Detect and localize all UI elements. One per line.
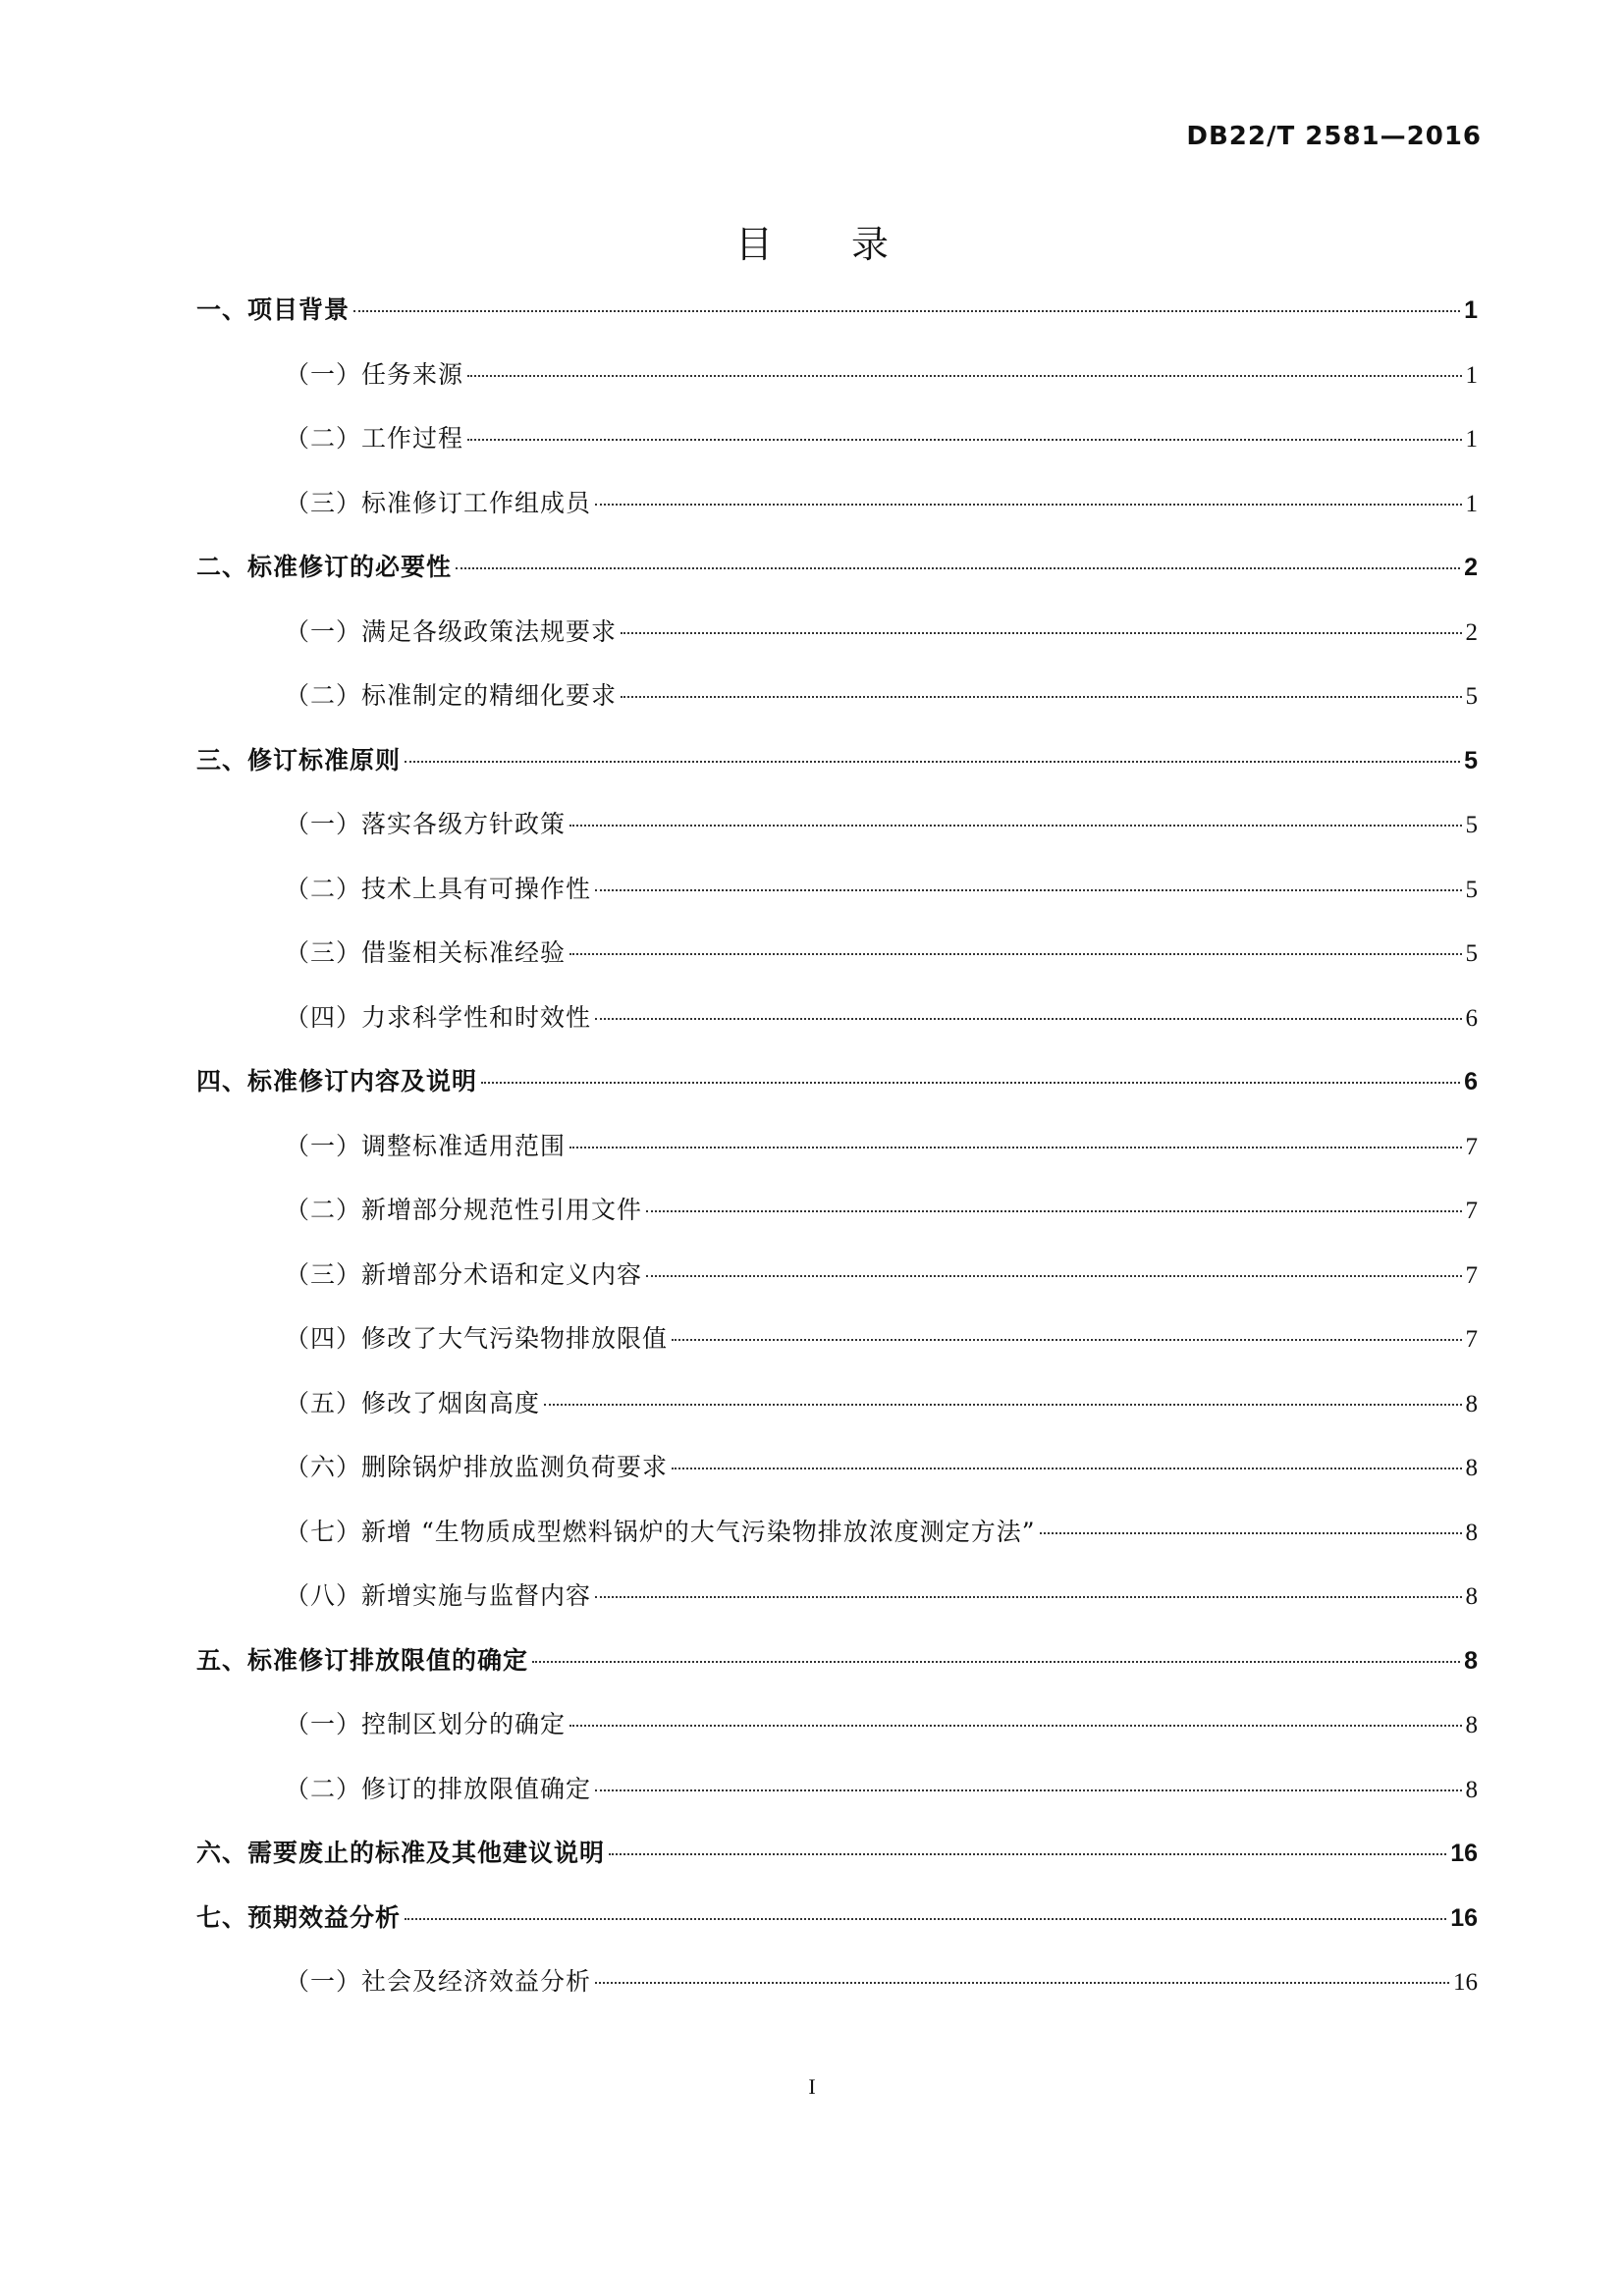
toc-section-entry[interactable]	[196, 547, 1478, 612]
toc-entry-title: （二）新增部分规范性引用文件	[285, 1196, 643, 1224]
toc-entry-title: （二）标准制定的精细化要求	[285, 681, 618, 710]
toc-entry-title: （二）技术上具有可操作性	[285, 874, 592, 903]
toc-entry-title: （八）新增实施与监督内容	[285, 1581, 592, 1610]
table-of-contents	[196, 290, 1478, 2026]
toc-entry-title: 五、标准修订排放限值的确定	[196, 1645, 529, 1675]
dot-leader	[467, 375, 1461, 377]
toc-subsection-entry[interactable]	[196, 1447, 1478, 1512]
toc-entry-page: 1	[1465, 490, 1478, 517]
toc-subsection-entry[interactable]	[196, 1126, 1478, 1191]
toc-entry-title: （一）社会及经济效益分析	[285, 1967, 592, 1996]
toc-entry-page: 8	[1465, 1583, 1478, 1610]
toc-entry-page: 7	[1465, 1133, 1478, 1160]
document-code: DB22/T 2581—2016	[1186, 122, 1482, 151]
toc-entry-title: （二）工作过程	[285, 424, 464, 453]
toc-subsection-entry[interactable]	[196, 1512, 1478, 1576]
toc-entry-title: （一）落实各级方针政策	[285, 810, 567, 838]
toc-entry-title: （三）新增部分术语和定义内容	[285, 1259, 643, 1289]
toc-entry-title: 四、标准修订内容及说明	[196, 1067, 478, 1095]
toc-subsection-entry[interactable]	[196, 354, 1478, 419]
toc-entry-page: 2	[1465, 618, 1478, 646]
page-title: 目 录	[734, 223, 923, 266]
toc-entry-page: 8	[1465, 1455, 1478, 1481]
toc-subsection-entry[interactable]	[196, 675, 1478, 740]
dot-leader	[1040, 1532, 1462, 1534]
toc-subsection-entry[interactable]	[196, 1318, 1478, 1383]
toc-subsection-entry[interactable]	[196, 869, 1478, 934]
toc-entry-page: 5	[1465, 876, 1478, 903]
toc-entry-page: 1	[1465, 361, 1478, 389]
toc-subsection-entry[interactable]	[196, 1704, 1478, 1769]
toc-entry-title: （五）修改了烟囱高度	[285, 1388, 541, 1417]
dot-leader	[595, 1018, 1461, 1020]
toc-entry-page: 6	[1464, 1068, 1478, 1095]
toc-entry-title: 一、项目背景	[196, 295, 351, 324]
toc-entry-title: 三、修订标准原则	[196, 745, 402, 774]
toc-subsection-entry[interactable]	[196, 1769, 1478, 1834]
toc-subsection-entry[interactable]	[196, 933, 1478, 997]
toc-entry-title: （一）调整标准适用范围	[285, 1131, 567, 1160]
dot-leader	[456, 567, 1460, 569]
toc-entry-page: 16	[1450, 1903, 1478, 1932]
toc-entry-page: 7	[1465, 1261, 1478, 1289]
toc-section-entry[interactable]	[196, 290, 1478, 354]
toc-section-entry[interactable]	[196, 1640, 1478, 1705]
toc-subsection-entry[interactable]	[196, 483, 1478, 548]
toc-entry-page: 6	[1465, 1004, 1478, 1032]
dot-leader	[646, 1210, 1461, 1212]
toc-subsection-entry[interactable]	[196, 1255, 1478, 1319]
toc-entry-page: 16	[1450, 1840, 1478, 1867]
dot-leader	[595, 504, 1461, 506]
page-number: I	[808, 2074, 816, 2099]
toc-section-entry[interactable]	[196, 740, 1478, 805]
dot-leader	[569, 1725, 1461, 1727]
toc-subsection-entry[interactable]	[196, 804, 1478, 869]
dot-leader	[621, 696, 1461, 698]
toc-subsection-entry[interactable]	[196, 612, 1478, 676]
toc-entry-title: 六、需要废止的标准及其他建议说明	[196, 1839, 606, 1867]
dot-leader	[569, 1147, 1461, 1148]
dot-leader	[595, 1982, 1449, 1984]
dot-leader	[532, 1661, 1460, 1663]
toc-entry-title: （四）力求科学性和时效性	[285, 1002, 592, 1032]
toc-subsection-entry[interactable]	[196, 1383, 1478, 1448]
toc-entry-title: （三）借鉴相关标准经验	[285, 938, 567, 967]
toc-entry-page: 7	[1465, 1326, 1478, 1353]
toc-entry-title: （三）标准修订工作组成员	[285, 488, 592, 517]
toc-subsection-entry[interactable]	[196, 1961, 1478, 2026]
dot-leader	[672, 1468, 1461, 1469]
dot-leader	[405, 1918, 1446, 1920]
dot-leader	[646, 1275, 1461, 1277]
dot-leader	[405, 761, 1460, 763]
toc-entry-page: 16	[1453, 1969, 1478, 1996]
toc-section-entry[interactable]	[196, 1897, 1478, 1962]
toc-entry-title: （七）新增 “生物质成型燃料锅炉的大气污染物排放浓度测定方法”	[285, 1517, 1036, 1546]
dot-leader	[595, 1789, 1461, 1791]
toc-entry-page: 8	[1465, 1712, 1478, 1738]
dot-leader	[595, 1596, 1461, 1598]
toc-section-entry[interactable]	[196, 1833, 1478, 1897]
toc-entry-page: 8	[1465, 1519, 1478, 1546]
toc-entry-title: （二）修订的排放限值确定	[285, 1774, 592, 1803]
dot-leader	[569, 825, 1461, 827]
toc-entry-title: 二、标准修订的必要性	[196, 553, 453, 581]
toc-entry-title: （一）控制区划分的确定	[285, 1710, 567, 1738]
dot-leader	[481, 1082, 1460, 1084]
toc-subsection-entry[interactable]	[196, 418, 1478, 483]
dot-leader	[353, 310, 1460, 312]
toc-entry-page: 8	[1465, 1390, 1478, 1417]
toc-entry-title: 七、预期效益分析	[196, 1902, 402, 1932]
toc-subsection-entry[interactable]	[196, 1575, 1478, 1640]
toc-subsection-entry[interactable]	[196, 1190, 1478, 1255]
toc-entry-title: （一）任务来源	[285, 359, 464, 389]
toc-entry-page: 2	[1464, 554, 1478, 581]
dot-leader	[544, 1404, 1461, 1406]
toc-entry-page: 5	[1465, 812, 1478, 838]
dot-leader	[595, 889, 1461, 891]
toc-section-entry[interactable]	[196, 1061, 1478, 1126]
dot-leader	[621, 632, 1461, 634]
toc-entry-page: 7	[1465, 1198, 1478, 1224]
dot-leader	[609, 1853, 1446, 1855]
toc-entry-page: 1	[1465, 426, 1478, 453]
toc-entry-title: （一）满足各级政策法规要求	[285, 616, 618, 646]
toc-entry-page: 5	[1464, 746, 1478, 774]
toc-entry-page: 5	[1465, 683, 1478, 710]
toc-entry-page: 1	[1464, 296, 1478, 324]
toc-entry-title: （四）修改了大气污染物排放限值	[285, 1324, 669, 1353]
toc-entry-title: （六）删除锅炉排放监测负荷要求	[285, 1453, 669, 1481]
dot-leader	[467, 439, 1461, 441]
dot-leader	[569, 953, 1461, 955]
toc-entry-page: 5	[1465, 940, 1478, 967]
toc-subsection-entry[interactable]	[196, 997, 1478, 1062]
dot-leader	[672, 1339, 1461, 1341]
toc-entry-page: 8	[1464, 1646, 1478, 1675]
toc-entry-page: 8	[1465, 1776, 1478, 1803]
